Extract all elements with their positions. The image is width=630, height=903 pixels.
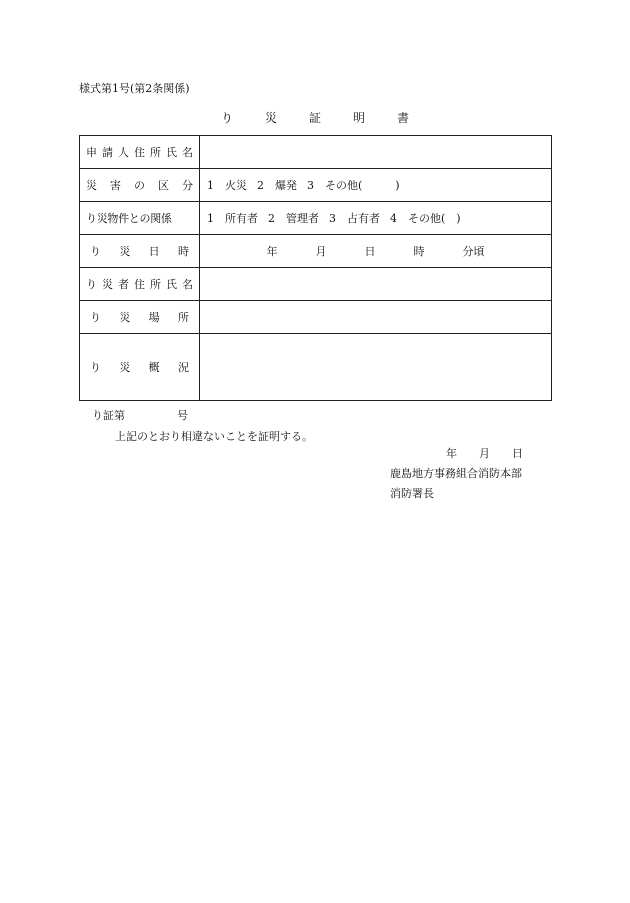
form-number-label: 様式第1号(第2条関係) (79, 82, 190, 95)
label-char: 時 (177, 245, 189, 258)
label-text: り災物件との関係 (86, 212, 172, 225)
label-char: 人 (118, 146, 129, 159)
label-char: 災 (102, 278, 113, 291)
issue-year-unit: 年 (446, 447, 457, 460)
label-char: 災 (119, 361, 131, 374)
label-char: 住 (134, 278, 145, 291)
certificate-table (79, 135, 552, 401)
label-char: 日 (148, 245, 160, 258)
title-char: 書 (397, 111, 410, 125)
title-char: 災 (264, 111, 277, 125)
option-fire[interactable]: 1 火災 (207, 179, 247, 192)
day-unit: 日 (364, 245, 376, 258)
disaster-type-options (200, 169, 552, 202)
label-char: 況 (177, 361, 189, 374)
label-char: り (90, 245, 101, 258)
title-char: 証 (308, 111, 321, 125)
option-owner[interactable]: 1 所有者 (207, 212, 258, 225)
row-relation (80, 202, 552, 235)
victim-label (80, 268, 200, 301)
row-applicant (80, 136, 552, 169)
option-manager[interactable]: 2 管理者 (268, 212, 319, 225)
issue-day-unit: 日 (512, 447, 523, 460)
label-char: 災 (119, 311, 131, 324)
label-char: 氏 (166, 278, 177, 291)
hour-unit: 時 (413, 245, 425, 258)
option-occupant[interactable]: 3 占有者 (329, 212, 380, 225)
month-unit: 月 (315, 245, 327, 258)
issuer-organization: 鹿島地方事務組合消防本部 (390, 467, 522, 480)
option-other[interactable]: 3 その他( ) (307, 179, 400, 192)
issue-month-unit: 月 (479, 447, 490, 460)
label-char: 所 (150, 278, 161, 291)
certificate-number-suffix: 号 (177, 409, 188, 422)
label-char: 請 (102, 146, 113, 159)
label-char: 災 (86, 179, 97, 192)
datetime-field[interactable] (200, 235, 552, 268)
label-char: 名 (182, 146, 193, 159)
issue-date-line (446, 445, 523, 461)
location-label (80, 301, 200, 334)
datetime-label (80, 235, 200, 268)
minute-unit: 分頃 (462, 245, 485, 258)
label-char: 区 (158, 179, 169, 192)
label-char: り (90, 361, 101, 374)
certificate-number-prefix: り証第 (92, 409, 125, 422)
label-char: 所 (150, 146, 161, 159)
relation-label (80, 202, 200, 235)
title-char: り (220, 111, 233, 125)
victim-value-field[interactable] (200, 268, 552, 301)
row-location (80, 301, 552, 334)
option-explosion[interactable]: 2 爆発 (257, 179, 297, 192)
relation-options (200, 202, 552, 235)
label-char: 場 (148, 311, 160, 324)
location-value-field[interactable] (200, 301, 552, 334)
label-char: 名 (182, 278, 193, 291)
year-unit: 年 (266, 245, 278, 258)
label-char: 所 (177, 311, 189, 324)
label-char: 災 (119, 245, 131, 258)
document-title (0, 109, 630, 126)
label-char: 害 (110, 179, 121, 192)
label-char: 申 (86, 146, 97, 159)
option-other[interactable]: 4 その他( ) (390, 212, 461, 225)
issuer-title: 消防署長 (390, 487, 434, 500)
label-char: の (134, 179, 145, 192)
label-char: り (90, 311, 101, 324)
label-char: 概 (148, 361, 160, 374)
certification-statement: 上記のとおり相違ないことを証明する。 (115, 430, 313, 443)
row-disaster-type (80, 169, 552, 202)
label-char: 住 (134, 146, 145, 159)
row-victim (80, 268, 552, 301)
summary-value-field[interactable] (200, 334, 552, 401)
applicant-value-field[interactable] (200, 136, 552, 169)
row-datetime (80, 235, 552, 268)
applicant-label (80, 136, 200, 169)
label-char: 氏 (166, 146, 177, 159)
title-char: 明 (353, 111, 366, 125)
label-char: 者 (118, 278, 129, 291)
label-char: 分 (182, 179, 193, 192)
label-char: り (86, 278, 97, 291)
summary-label (80, 334, 200, 401)
certificate-number-line (92, 407, 188, 423)
row-summary (80, 334, 552, 401)
disaster-type-label (80, 169, 200, 202)
